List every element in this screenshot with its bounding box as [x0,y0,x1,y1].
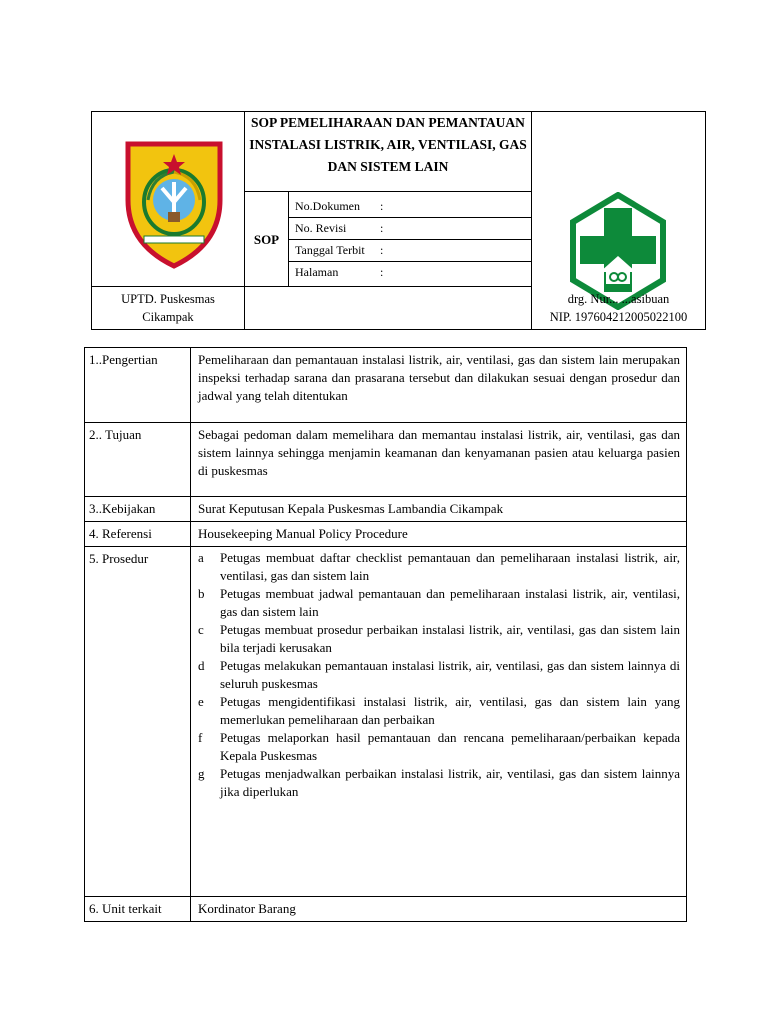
row-key: 3..Kebijakan [85,497,191,522]
list-item [198,621,680,657]
list-item [198,657,680,693]
meta-label: No. Revisi [295,221,347,235]
row-key: 5. Prosedur [85,547,191,897]
document-meta [289,192,532,287]
item-text: Petugas membuat prosedur perbaikan instalasi listrik, air, ventilasi, gas dan sistem lain bila terjadi kerusakan [220,622,680,655]
list-item [198,549,680,585]
signer-nip: NIP. 197604212005022100 [549,310,688,324]
logo-left-cell [92,112,245,287]
item-marker: f [198,730,203,745]
row-value: Pemeliharaan dan pemantauan instalasi listrik, air, ventilasi, gas dan sistem lain merupakan inspeksi terhadap sarana dan prasarana tersebut dan dilakukan sesuai dengan prosedur dan jadwal yang telah ditentukan [191,348,687,423]
item-marker: g [198,766,205,781]
table-row-pengertian [85,348,687,423]
table-row-prosedur [85,547,687,897]
sop-title: SOP PEMELIHARAAN DAN PEMANTAUAN INSTALASI LISTRIK, AIR, VENTILASI, GAS DAN SISTEM LAIN [245,112,532,192]
list-item [198,765,680,801]
meta-label: No.Dokumen [295,199,360,213]
item-marker: d [198,658,205,673]
meta-no-dokumen [289,196,531,218]
item-text: Petugas melaporkan hasil pemantauan dan rencana pemeliharaan/perbaikan kepada Kepala Puskesmas [220,730,680,763]
meta-sep: : [380,199,384,213]
signer-name: drg. Nur... ...asibuan [567,292,670,306]
row-key: 2.. Tujuan [85,423,191,497]
item-text: Petugas melakukan pemantauan instalasi listrik, air, ventilasi, gas dan sistem lainnya di seluruh puskesmas [220,658,680,691]
unit-line-1: UPTD. Puskesmas [121,292,215,306]
table-row-kebijakan [85,497,687,522]
table-row-unit-terkait [85,897,687,922]
meta-tanggal-terbit [289,240,531,262]
meta-halaman [289,262,531,284]
row-key: 4. Referensi [85,522,191,547]
item-text: Petugas menjadwalkan perbaikan instalasi listrik, air, ventilasi, gas dan sistem lainnya jika diperlukan [220,766,680,799]
sop-header [91,111,706,330]
procedure-list [191,547,687,897]
item-text: Petugas membuat jadwal pemantauan dan pemeliharaan instalasi listrik, air, ventilasi, gas dan sistem lain [220,586,680,619]
unit-cell [92,287,245,329]
item-marker: a [198,550,204,565]
list-item [198,729,680,765]
item-text: Petugas mengidentifikasi instalasi listrik, air, ventilasi, gas dan sistem lain yang memerlukan pemeliharaan dan perbaikan [220,694,680,727]
list-item [198,693,680,729]
item-marker: e [198,694,204,709]
empty-cell [245,287,532,329]
row-value: Sebagai pedoman dalam memelihara dan memantau instalasi listrik, air, ventilasi, gas dan sistem lainnya sehingga menjamin keamanan dan kenyamanan pasien atau keluarga pasien di puskesmas [191,423,687,497]
sop-label: SOP [245,192,289,287]
logo-right-cell [532,112,705,329]
meta-sep: : [380,265,384,279]
item-text: Petugas membuat daftar checklist pemantauan dan pemeliharaan instalasi listrik, air, ventilasi, gas dan sistem lain [220,550,680,583]
table-row-referensi [85,522,687,547]
signer-block [532,290,705,326]
meta-label: Tanggal Terbit [295,243,365,257]
row-key: 1..Pengertian [85,348,191,423]
meta-label: Halaman [295,265,339,279]
row-value: Kordinator Barang [191,897,687,922]
row-value: Housekeeping Manual Policy Procedure [191,522,687,547]
meta-no-revisi [289,218,531,240]
item-marker: b [198,586,205,601]
meta-sep: : [380,243,384,257]
table-row-tujuan [85,423,687,497]
row-value: Surat Keputusan Kepala Puskesmas Lambandia Cikampak [191,497,687,522]
unit-line-2: Cikampak [142,310,194,324]
row-key: 6. Unit terkait [85,897,191,922]
regional-emblem-icon [122,140,226,270]
item-marker: c [198,622,204,637]
list-item [198,585,680,621]
sop-content-table [84,347,687,922]
meta-sep: : [380,221,384,235]
